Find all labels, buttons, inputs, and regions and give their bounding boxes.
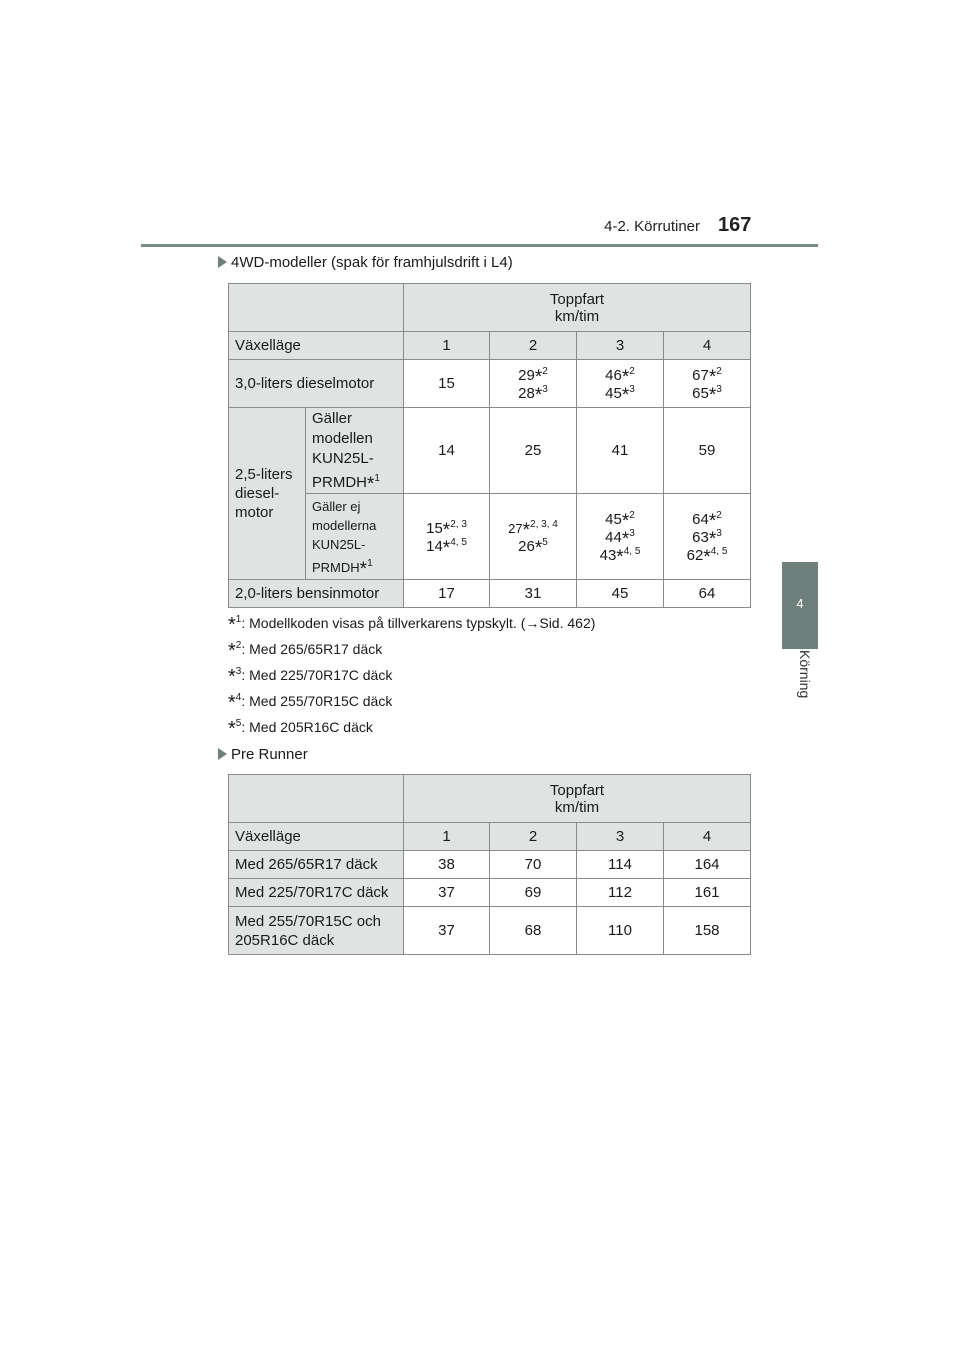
table-top-header: [404, 775, 751, 823]
row-label: Med 225/70R17C däck: [229, 879, 404, 907]
row-label: 3,0-liters dieselmotor: [229, 360, 404, 408]
section-heading-4wd: [218, 254, 513, 271]
section-heading-prerunner: [218, 746, 308, 763]
gear-1: 1: [404, 332, 490, 360]
footnote: *$^1$: Modellkoden visas på tillverkarens typskylt. (→Sid. 462): [228, 614, 596, 636]
gear-3: 3: [577, 823, 664, 851]
cell: 64: [664, 580, 751, 608]
section-title: 4-2. Körrutiner: [604, 218, 700, 235]
row-group-label: 2,5-liters diesel-motor: [229, 408, 306, 580]
cell: 41: [577, 408, 664, 494]
footnote: *$^5$: Med 205R16C däck: [228, 718, 373, 740]
unit-label: km/tim: [554, 307, 600, 325]
cell: 45: [577, 580, 664, 608]
cell: 15*$^{2, 3}$ 14*$^{4, 5}$: [404, 494, 490, 580]
cell: 164: [664, 851, 751, 879]
cell: 158: [664, 907, 751, 955]
cell: 14: [404, 408, 490, 494]
header-rule: [141, 244, 818, 247]
row-label: Gäller modellen KUN25L-PRMDH*$^1$: [306, 408, 404, 494]
table-row: [229, 360, 751, 408]
chapter-number: 4: [796, 596, 804, 611]
row-label: Med 265/65R17 däck: [229, 851, 404, 879]
cell: 25: [490, 408, 577, 494]
row-label: Med 255/70R15C och 205R16C däck: [229, 907, 404, 955]
top-speed-label: Toppfart: [549, 290, 605, 308]
triangle-bullet-icon: [218, 256, 227, 268]
footnote: *$^4$: Med 255/70R15C däck: [228, 692, 393, 714]
gear-2: 2: [490, 332, 577, 360]
footnotes: [228, 614, 595, 744]
cell: 46*$^2$ 45*$^3$: [577, 360, 664, 408]
cell: 29*$^2$ 28*$^3$: [490, 360, 577, 408]
gear-label: Växelläge: [229, 823, 404, 851]
table-row: [229, 580, 751, 608]
cell: 27*$^{2, 3, 4}$ 26*$^5$: [490, 494, 577, 580]
chapter-label: Körning: [797, 650, 813, 699]
gear-4: 4: [664, 332, 751, 360]
cell: 67*$^2$ 65*$^3$: [664, 360, 751, 408]
table-row: [229, 494, 751, 580]
footnote: *$^3$: Med 225/70R17C däck: [228, 666, 393, 688]
cell: 64*$^2$ 63*$^3$ 62*$^{4, 5}$: [664, 494, 751, 580]
table-row: [229, 408, 751, 494]
page-number: 167: [718, 214, 752, 236]
table-row: [229, 907, 751, 955]
cell: 70: [490, 851, 577, 879]
triangle-bullet-icon: [218, 748, 227, 760]
table-corner: [229, 284, 404, 332]
speed-table-prerunner: [228, 774, 751, 955]
cell: 45*$^2$ 44*$^3$ 43*$^{4, 5}$: [577, 494, 664, 580]
section-heading-text: Pre Runner: [231, 746, 308, 763]
cell: 112: [577, 879, 664, 907]
cell: 68: [490, 907, 577, 955]
cell: 69: [490, 879, 577, 907]
cell: 110: [577, 907, 664, 955]
table-row: [229, 851, 751, 879]
cell: 31: [490, 580, 577, 608]
gear-2: 2: [490, 823, 577, 851]
table-row: [229, 879, 751, 907]
table-corner: [229, 775, 404, 823]
unit-label: km/tim: [554, 798, 600, 816]
gear-3: 3: [577, 332, 664, 360]
gear-label: Växelläge: [229, 332, 404, 360]
speed-table-4wd: [228, 283, 751, 608]
gear-4: 4: [664, 823, 751, 851]
gear-1: 1: [404, 823, 490, 851]
cell: 37: [404, 907, 490, 955]
chapter-label-wrap: [781, 630, 821, 710]
cell: 59: [664, 408, 751, 494]
cell: 37: [404, 879, 490, 907]
top-speed-label: Toppfart: [549, 781, 605, 799]
row-label: 2,0-liters bensinmotor: [229, 580, 404, 608]
cell: 15: [404, 360, 490, 408]
cell: 161: [664, 879, 751, 907]
row-label: Gäller ej modellerna KUN25L-PRMDH*$^1$: [306, 494, 404, 580]
cell: 38: [404, 851, 490, 879]
cell: 114: [577, 851, 664, 879]
table-top-header: [404, 284, 751, 332]
cell: 17: [404, 580, 490, 608]
section-heading-text: 4WD-modeller (spak för framhjulsdrift i L4): [231, 254, 513, 271]
footnote: *$^2$: Med 265/65R17 däck: [228, 640, 383, 662]
